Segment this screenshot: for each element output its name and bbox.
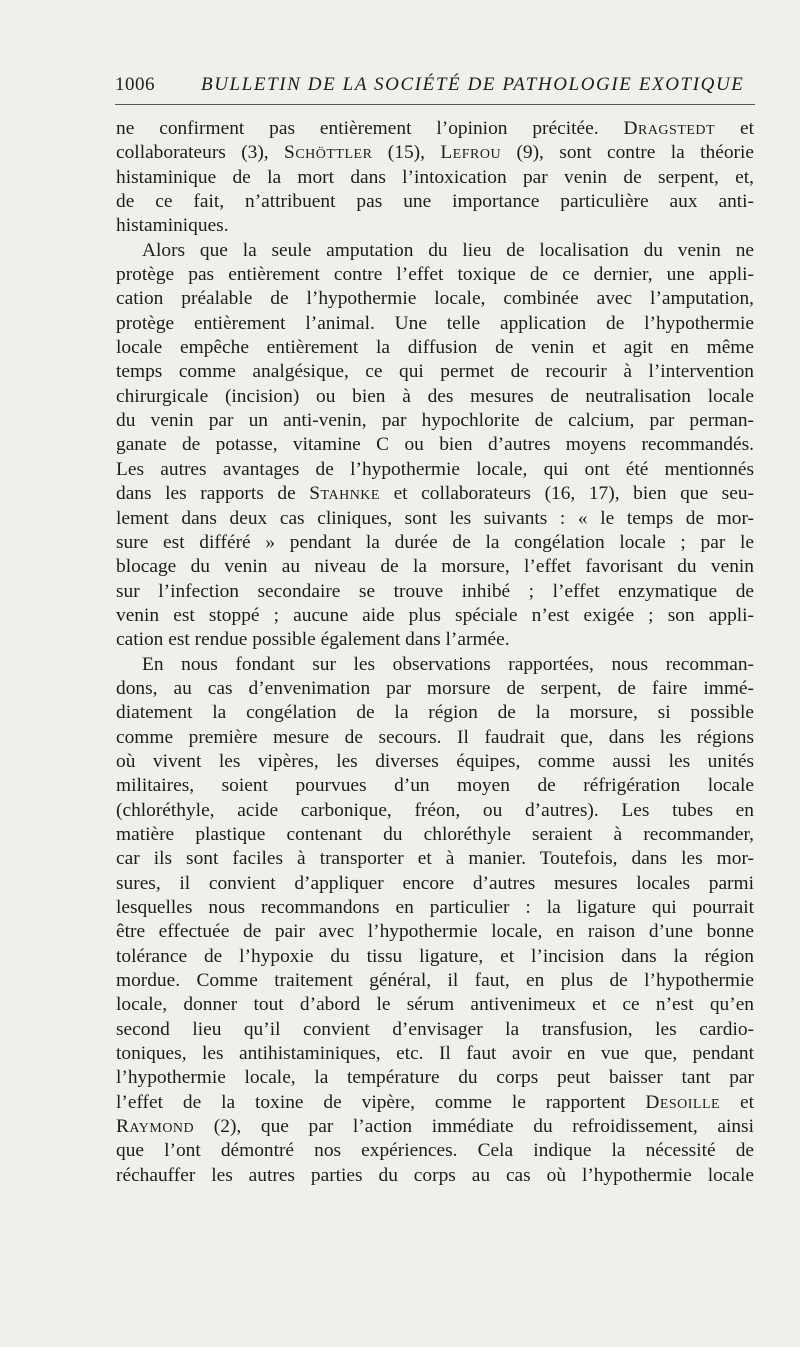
text-line	[116, 847, 754, 871]
text-line	[116, 701, 754, 725]
text-segment: chirurgicale (incision) ou bien à des mesures de neutralisation locale	[116, 385, 754, 407]
text-line	[116, 166, 754, 190]
text-line	[116, 433, 754, 457]
text-segment: ganate de potasse, vitamine C ou bien d’autres moyens recommandés.	[116, 434, 754, 456]
text-segment: de ce fait, n’attribuent pas une importance particulière aux anti-	[116, 191, 754, 213]
text-line	[116, 239, 754, 263]
text-segment: protège entièrement l’animal. Une telle application de l’hypothermie	[116, 312, 754, 334]
text-segment: réchauffer les autres parties du corps au cas où l’hypothermie locale	[116, 1164, 754, 1186]
text-line	[116, 580, 754, 604]
text-segment: l’hypothermie locale, la température du corps peut baisser tant par	[116, 1067, 754, 1089]
author-name: Dragstedt	[623, 118, 716, 139]
text-segment: histaminiques.	[116, 215, 229, 237]
text-segment: où vivent les vipères, les diverses équipes, comme aussi les unités	[116, 750, 754, 772]
text-line	[116, 1091, 754, 1115]
text-line	[116, 628, 754, 652]
text-segment: l’effet de la toxine de vipère, comme le rapportent	[116, 1091, 646, 1113]
text-line	[116, 1018, 754, 1042]
text-segment: mordue. Comme traitement général, il faut, en plus de l’hypothermie	[116, 970, 754, 992]
text-line	[116, 287, 754, 311]
text-segment: sur l’infection secondaire se trouve inhibé ; l’effet enzymatique de	[116, 580, 754, 602]
text-segment: militaires, soient pourvues d’un moyen de réfrigération locale	[116, 775, 754, 797]
running-header	[115, 74, 755, 100]
text-line	[116, 945, 754, 969]
text-line	[116, 531, 754, 555]
text-segment: (15),	[372, 142, 441, 164]
text-segment: cation est rendue possible également dans l’armée.	[116, 629, 510, 651]
text-segment: Les autres avantages de l’hypothermie locale, qui ont été mentionnés	[116, 458, 754, 480]
text-segment: histaminique de la mort dans l’intoxication par venin de serpent, et,	[116, 166, 754, 188]
text-segment: En nous fondant sur les observations rapportées, nous recomman-	[142, 653, 754, 675]
text-line	[116, 677, 754, 701]
text-segment: second lieu qu’il convient d’envisager la transfusion, les cardio-	[116, 1018, 754, 1040]
text-line	[116, 920, 754, 944]
text-line	[116, 896, 754, 920]
text-segment: tolérance de l’hypoxie du tissu ligature, et l’incision dans la région	[116, 945, 754, 967]
text-line	[116, 360, 754, 384]
text-line	[116, 799, 754, 823]
text-segment: lement dans deux cas cliniques, sont les suivants : « le temps de mor-	[116, 507, 754, 529]
text-segment: comme première mesure de secours. Il faudrait que, dans les régions	[116, 726, 754, 748]
text-segment: Alors que la seule amputation du lieu de localisation du venin ne	[142, 239, 754, 261]
text-line	[116, 1139, 754, 1163]
text-segment: matière plastique contenant du chloréthyle seraient à recommander,	[116, 823, 754, 845]
text-line	[116, 263, 754, 287]
text-line	[116, 774, 754, 798]
text-segment: du venin par un anti-venin, par hypochlorite de calcium, par perman-	[116, 410, 754, 432]
text-line	[116, 872, 754, 896]
text-segment: dons, au cas d’envenimation par morsure de serpent, de faire immé-	[116, 677, 754, 699]
text-segment: (2), que par l’action immédiate du refroidissement, ainsi	[194, 1116, 754, 1138]
text-segment: sures, il convient d’appliquer encore d’autres mesures locales parmi	[116, 872, 754, 894]
text-segment: dans les rapports de	[116, 483, 310, 505]
text-segment: et collaborateurs (16, 17), bien que seu-	[379, 483, 754, 505]
text-line	[116, 482, 754, 506]
text-line	[116, 385, 754, 409]
text-segment: locale, donner tout d’abord le sérum antivenimeux et ce n’est qu’en	[116, 994, 754, 1016]
text-line	[116, 1164, 754, 1188]
text-line	[116, 555, 754, 579]
body-text	[116, 117, 754, 1188]
author-name: Desoille	[645, 1091, 721, 1113]
text-line	[116, 507, 754, 531]
text-segment: protège pas entièrement contre l’effet toxique de ce dernier, une appli-	[116, 264, 754, 286]
author-name: Schöttler	[284, 142, 373, 164]
text-segment: (9), sont contre la théorie	[501, 142, 754, 164]
text-line	[116, 458, 754, 482]
author-name: Stahnke	[309, 483, 380, 505]
text-segment: sure est différé » pendant la durée de la congélation locale ; par le	[116, 531, 754, 553]
text-line	[116, 726, 754, 750]
text-line	[116, 117, 754, 141]
text-segment: (chloréthyle, acide carbonique, fréon, ou d’autres). Les tubes en	[116, 799, 754, 821]
text-line	[116, 214, 754, 238]
text-line	[116, 1042, 754, 1066]
text-segment: cation préalable de l’hypothermie locale, combinée avec l’amputation,	[116, 288, 754, 310]
text-segment: et	[715, 118, 755, 139]
author-name: Raymond	[116, 1116, 195, 1138]
text-line	[116, 823, 754, 847]
text-segment: lesquelles nous recommandons en particulier : la ligature qui pourrait	[116, 897, 754, 918]
text-segment: blocage du venin au niveau de la morsure, l’effet favorisant du venin	[116, 556, 754, 578]
text-segment: car ils sont faciles à transporter et à manier. Toutefois, dans les mor-	[116, 848, 754, 870]
text-line	[116, 336, 754, 360]
text-line	[116, 409, 754, 433]
text-segment: et	[720, 1091, 754, 1113]
text-line	[116, 1066, 754, 1090]
text-segment: venin est stoppé ; aucune aide plus spéciale n’est exigée ; son appli-	[116, 604, 754, 626]
header-rule	[115, 104, 755, 105]
text-line	[116, 750, 754, 774]
author-name: Lefrou	[440, 142, 502, 164]
text-segment: que l’ont démontré nos expériences. Cela indique la nécessité de	[116, 1140, 754, 1162]
text-line	[116, 993, 754, 1017]
text-segment: ne confirment pas entièrement l’opinion précitée.	[116, 118, 624, 139]
text-segment: diatement la congélation de la région de la morsure, si possible	[116, 702, 754, 724]
text-segment: collaborateurs (3),	[116, 142, 285, 164]
text-line	[116, 1115, 754, 1139]
text-line	[116, 141, 754, 165]
text-line	[116, 969, 754, 993]
text-segment: locale empêche entièrement la diffusion de venin et agit en même	[116, 337, 754, 359]
text-segment: être effectuée de pair avec l’hypothermie locale, en raison d’une bonne	[116, 921, 754, 943]
text-line	[116, 653, 754, 677]
text-segment: temps comme analgésique, ce qui permet de recourir à l’intervention	[116, 361, 754, 383]
text-segment: toniques, les antihistaminiques, etc. Il faut avoir en vue que, pendant	[116, 1043, 754, 1065]
running-title: BULLETIN DE LA SOCIÉTÉ DE PATHOLOGIE EXOTIQUE	[201, 74, 745, 95]
text-line	[116, 190, 754, 214]
text-line	[116, 312, 754, 336]
page-number: 1006	[115, 74, 155, 95]
text-line	[116, 604, 754, 628]
